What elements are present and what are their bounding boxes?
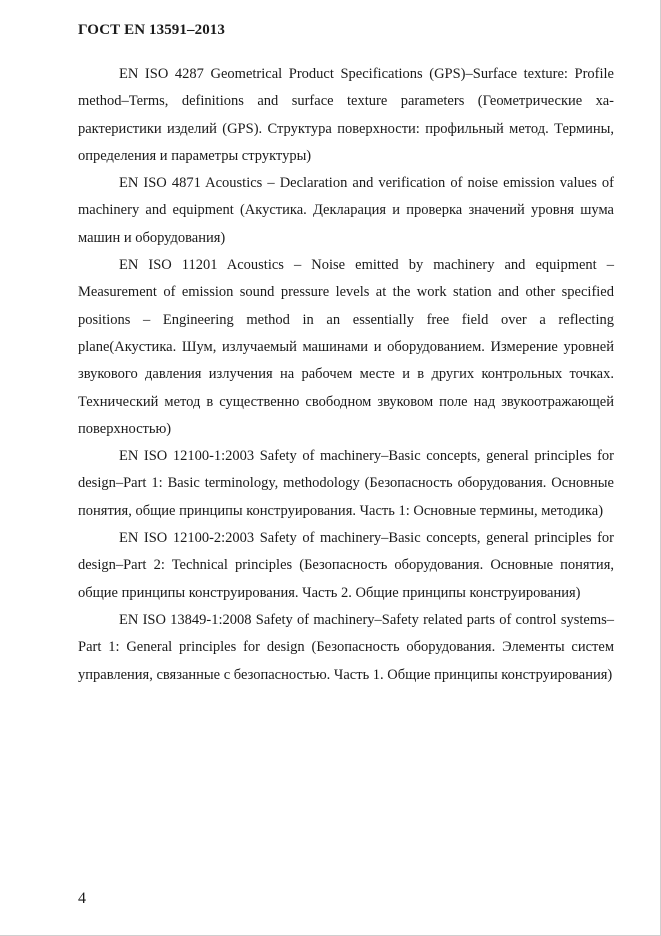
reference-entry: EN ISO 13849-1:2008 Safety of machinery–Safety related parts of control systems–Part 1: General principles for design (Безопасность оборудования. Элементы систем управления, связанные с безопасностью. Часть 1. Общие принципы конструирования)	[78, 611, 614, 683]
document-header: ГОСТ EN 13591–2013	[78, 22, 225, 38]
page-number: 4	[78, 890, 86, 907]
reference-entry: EN ISO 11201 Acoustics – Noise emitted by machinery and equipment – Measurement of emission sound pressure levels at the work station and other specified positions – Engineering method in an essentially free field over a reflecting plane(Акустика. Шум, излучаемый машинами и оборудованием. Измерение уровней звукового давления излучения на рабочем месте и в других контрольных точках. Технический метод в существенно свободном звуковом поле над звукоотражающей поверхностью)	[78, 257, 614, 437]
reference-entry: EN ISO 4287 Geometrical Product Specifications (GPS)–Surface texture: Profile method–Terms, definitions and surface texture parameters (Геометрические характеристики изделий (GPS). Структура поверхности: профильный метод. Термины, определения и параметры структуры)	[78, 66, 614, 164]
reference-entry: EN ISO 12100-1:2003 Safety of machinery–Basic concepts, general principles for design–Part 1: Basic terminology, methodology (Безопасность оборудования. Основные понятия, общие принципы конструирования. Часть 1: Основные термины, методика)	[78, 448, 614, 519]
reference-entry: EN ISO 4871 Acoustics – Declaration and verification of noise emission values of machinery and equipment (Акустика. Декларация и проверка значений уровня шума машин и оборудования)	[78, 175, 614, 246]
reference-entry: EN ISO 12100-2:2003 Safety of machinery–Basic concepts, general principles for design–Part 2: Technical principles (Безопасность оборудования. Основные понятия, общие принципы конструирования. Часть 2. Общие принципы конструирования)	[78, 530, 614, 601]
normative-references-list	[78, 61, 614, 689]
